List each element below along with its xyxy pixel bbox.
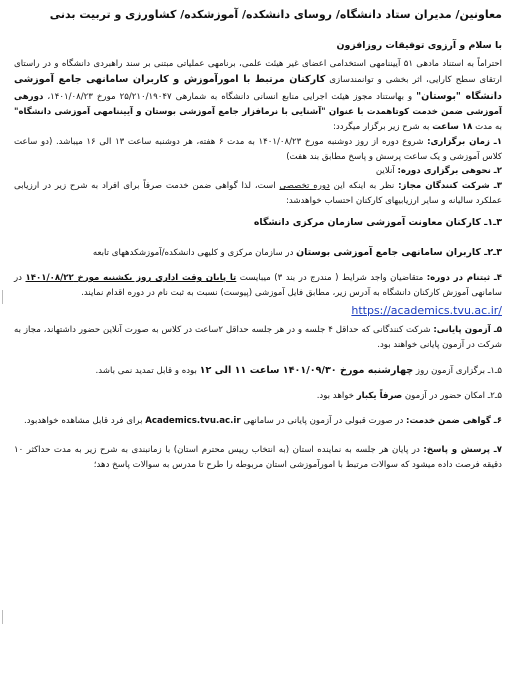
subsection-3-2-label: ۳ـ۲ـ کاربران سامانهی جامع آموزشی بوستان (296, 246, 502, 258)
subsection-3-1: ۳ـ۱ـ کارکنان معاونت آموزشی سازمان مرکزی دانشگاه (253, 216, 502, 228)
subsection-5-1-text-a: ۵ـ۱ـ برگزاری آزمون روز (415, 365, 502, 376)
intro-text-b: کارکنان مرتبط با امورآموزش و کاربران سامانهی جامع آموزشی دانشگاه "بوستان" (14, 74, 502, 102)
item-2-text: آنلاین (375, 166, 395, 177)
subsection-3-2 (14, 245, 502, 261)
greeting: با سلام و آرزوی توفیقات روزافزون (336, 40, 502, 52)
item-6-text-a: در صورت قبولی در آزمون پایانی در سامانهی (243, 415, 404, 426)
subsection-5-2-text-b: صرفاً یکبار (356, 391, 403, 402)
item-6-label: ۶ـ گواهی ضمن خدمت: (406, 415, 502, 426)
item-5 (14, 323, 502, 353)
item-5-label: ۵ـ آزمون پایانی: (433, 325, 503, 336)
subsection-5-2-text-c: خواهد بود. (316, 391, 354, 402)
intro-text-g: به شرح زیر برگزار میگردد: (333, 122, 430, 133)
item-4-text-c: در سامانهی آموزش کارکنان دانشگاه به آدرس زیر، مطابق فایل آموزشی (پیوست) نسبت به ثبت نام در دوره اقدام نمایند. (14, 273, 502, 298)
item-7-text: در پایان هر جلسه به نماینده استان (به انتخاب رییس محترم استان) با زمانبندی به شرح زیر به مدت حداکثر ۱۰ دقیقه فرصت داده میشود که سوالات مرتبط با امورآموزشی استان مربوطه را طرح تا مدرس به سوالات پاسخ دهد؛ (14, 444, 502, 470)
subsection-5-1-text-b: چهارشنبه مورخ ۱۴۰۱/۰۹/۳۰ ساعت ۱۱ الی ۱۲ (199, 364, 414, 376)
item-7-label: ۷ـ پرسش و پاسخ: (423, 444, 502, 455)
item-1-text: شروع دوره از روز دوشنبه مورخ ۱۴۰۱/۰۸/۲۳ به مدت ۶ هفته، هر دوشنبه ساعت ۱۳ الی ۱۶ میباشد. (دو ساعت کلاس آموزشی و یک ساعت پرسش و پاسخ مطابق بند هفت) (14, 136, 502, 162)
margin-mark (2, 610, 3, 624)
item-3-label: ۳ـ شرکت کنندگان مجاز: (398, 181, 502, 192)
subsection-5-1 (14, 363, 502, 380)
item-3-text-a: نظر به اینکه این (333, 181, 395, 192)
subsection-3-2-text: در سازمان مرکزی و کلیهی دانشکده/آموزشکدههای تابعه (92, 247, 294, 258)
item-6 (14, 414, 502, 429)
item-4-label: ۴ـ ثبتنام در دوره: (426, 273, 503, 284)
academics-link[interactable]: https://academics.tvu.ac.ir/ (351, 303, 502, 317)
item-2-label: ۲ـ نحوهی برگزاری دوره: (397, 166, 502, 177)
item-1-label: ۱ـ زمان برگزاری: (427, 136, 502, 147)
intro-text-f: ۱۸ ساعت (432, 122, 473, 133)
item-4-text-b: تا پایان وقت اداری روز یکشنبه مورخ ۱۴۰۱/۰۸/۲۲ (25, 273, 237, 284)
intro-text-d: دورهی آموزشی ضمن خدمت کوتاهمدت با عنوان "آشنایی با نرمافزار جامع آموزشی بوستان و آییننامهی آموزشی دانشگاه" (14, 91, 502, 118)
subsection-5-1-text-c: بوده و قابل تمدید نمی باشد. (95, 365, 197, 376)
margin-mark (2, 290, 3, 304)
item-1 (14, 135, 502, 165)
item-4-text-a: متقاضیان واجد شرایط ( مندرج در بند ۳) میبایست (239, 273, 424, 284)
item-2 (14, 164, 502, 179)
intro-text-c: و بهاستناد مجوز هیئت اجرایی منابع انسانی دانشگاه به شمارهی ۲۵/۲۱۰/۱۹۰۴۷ مورخ ۱۴۰۱/۰۸/۲۳، (47, 91, 413, 102)
subsection-5-2 (14, 389, 502, 404)
intro-text-a: احتراماً به استناد مادهی ۵۱ آییننامهی استخدامی اعضای غیر هیئت علمی، برنامهی عملیاتی مبتنی بر سند راهبردی دانشگاه و در راستای ارتقای سطح کارایی، اثر بخشی و توانمندسازی (14, 59, 503, 86)
subsection-5-2-text-a: ۵ـ۲ـ امکان حضور در آزمون (404, 391, 502, 402)
item-3 (14, 179, 502, 209)
intro-text-e: به مدت (475, 122, 502, 133)
intro-paragraph (14, 57, 502, 134)
letter-title: معاونین/ مدیران ستاد دانشگاه/ روسای دانشکده/ آموزشکده/ کشاورزی و تربیت بدنی (49, 8, 502, 21)
item-6-site: Academics.tvu.ac.ir (145, 415, 241, 426)
item-3-text-b: دوره تخصصی (279, 181, 330, 192)
item-3-text-c: است، لذا گواهی ضمن خدمت صرفاً برای افراد به شرح زیر در ارزیابی عملکرد سالیانه و سایر ارزیابیهای کارکنان احتساب خواهدشد: (14, 181, 502, 206)
item-4 (14, 271, 502, 301)
item-6-text-b: برای فرد قابل مشاهده خواهدبود. (24, 415, 143, 426)
item-5-text: شرکت کنندگانی که حداقل ۴ جلسه و در هر جلسه حداقل ۲ساعت در کلاس به صورت آنلاین حضور داشتهاند، مجاز به شرکت در آزمون پایانی خواهند بود. (14, 325, 502, 350)
item-7 (14, 443, 502, 473)
